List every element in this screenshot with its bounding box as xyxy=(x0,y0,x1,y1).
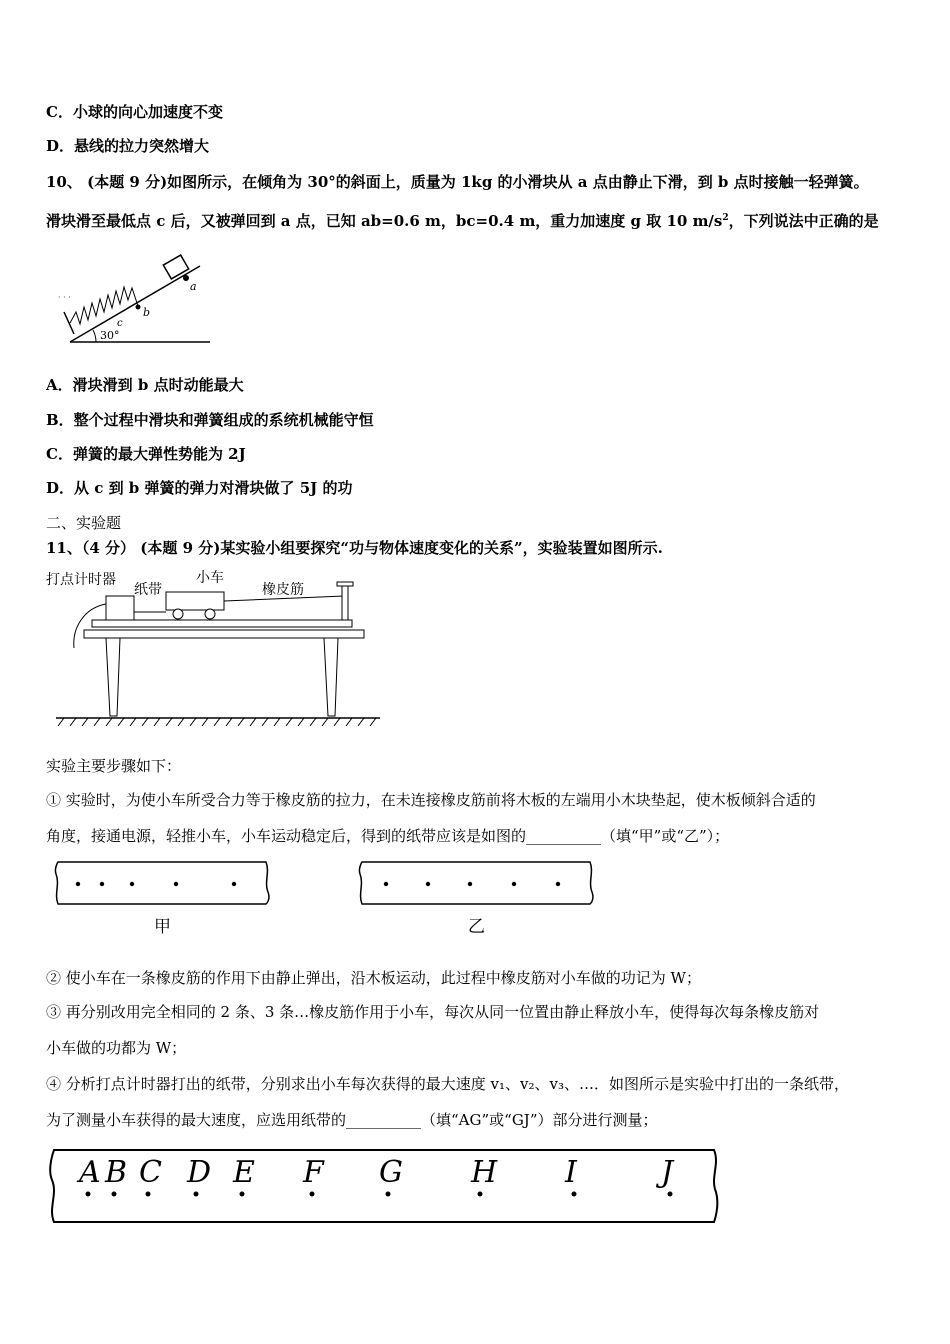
tape-point-label-d: D xyxy=(187,1155,212,1190)
svg-text:· · ·: · · · xyxy=(58,293,71,302)
step4-line2: 为了测量小车获得的最大速度，应选用纸带的__________（填“AG”或“GJ”）部分进行测量； xyxy=(46,1111,658,1129)
q10-option-c: C．弹簧的最大弹性势能为 2J xyxy=(46,445,246,463)
steps-title: 实验主要步骤如下： xyxy=(46,757,182,775)
step3-line2: 小车做的功都为 W； xyxy=(46,1039,187,1057)
label-cart: 小车 xyxy=(196,570,224,586)
tape-point-label-a: A xyxy=(79,1155,101,1190)
step3-line1: ③ 再分别改用完全相同的 2 条、3 条…橡皮筋作用于小车，每次从同一位置由静止释放小车，使得每次每条橡皮筋对 xyxy=(46,1003,820,1021)
tape-point-label-i: I xyxy=(565,1155,577,1190)
label-c: c xyxy=(117,318,123,329)
tape-point-label-f: F xyxy=(303,1155,324,1190)
q10-option-d: D．从 c 到 b 弹簧的弹力对滑块做了 5J 的功 xyxy=(46,479,353,497)
tape-point-dot-e xyxy=(240,1192,245,1197)
section-heading: 二、实验题 xyxy=(46,514,122,532)
tape-point-dot-d xyxy=(194,1192,199,1197)
label-tape: 纸带 xyxy=(134,582,162,598)
tape-point-label-e: E xyxy=(233,1155,255,1190)
tape-yi-label: 乙 xyxy=(468,917,485,937)
q10-option-b: B．整个过程中滑块和弹簧组成的系统机械能守恒 xyxy=(46,411,374,429)
step1-line2: 角度，接通电源，轻推小车，小车运动稳定后，得到的纸带应该是如图的__________（填“甲”或“乙”）； xyxy=(46,827,730,845)
tape-point-label-j: J xyxy=(661,1155,674,1190)
label-timer: 打点计时器 xyxy=(46,572,116,588)
step1-line1: ① 实验时，为使小车所受合力等于橡皮筋的拉力，在未连接橡皮筋前将木板的左端用小木块垫起，使木板倾斜合适的 xyxy=(46,791,816,809)
q10-stem-line1: 10、 (本题 9 分)如图所示，在倾角为 30°的斜面上，质量为 1kg 的小滑块从 a 点由静止下滑，到 b 点时接触一轻弹簧。 xyxy=(46,173,869,191)
tape-jia-figure xyxy=(50,856,276,942)
q9-option-c: C．小球的向心加速度不变 xyxy=(46,103,223,121)
tape-point-label-g: G xyxy=(379,1155,403,1190)
tape-yi-figure xyxy=(354,856,600,942)
apparatus-figure xyxy=(44,568,389,732)
label-b: b xyxy=(143,306,151,319)
label-rubber: 橡皮筋 xyxy=(262,582,304,598)
tape-point-dot-i xyxy=(572,1192,577,1197)
q11-stem: 11、（4 分） (本题 9 分)某实验小组要探究“功与物体速度变化的关系”，实验装置如图所示. xyxy=(46,539,663,557)
tape-point-dot-c xyxy=(146,1192,151,1197)
tape-point-label-h: H xyxy=(471,1155,498,1190)
step4-line1: ④ 分析打点计时器打出的纸带，分别求出小车每次获得的最大速度 v₁、v₂、v₃、…．如图所示是实验中打出的一条纸带， xyxy=(46,1075,850,1093)
label-angle: 30° xyxy=(100,329,120,342)
label-a: a xyxy=(190,280,197,293)
tape-point-dot-f xyxy=(310,1192,315,1197)
step2: ② 使小车在一条橡皮筋的作用下由静止弹出，沿木板运动，此过程中橡皮筋对小车做的功记为 W； xyxy=(46,969,701,987)
tape-jia-label: 甲 xyxy=(154,917,171,937)
tape-aj-figure xyxy=(44,1146,724,1230)
tape-point-dot-h xyxy=(478,1192,483,1197)
tape-point-label-c: C xyxy=(139,1155,162,1190)
q9-option-d: D．悬线的拉力突然增大 xyxy=(46,137,210,155)
tape-point-dot-j xyxy=(668,1192,673,1197)
tape-point-dot-g xyxy=(386,1192,391,1197)
q10-option-a: A．滑块滑到 b 点时动能最大 xyxy=(46,376,244,394)
tape-point-dot-a xyxy=(86,1192,91,1197)
incline-spring-figure xyxy=(50,246,220,354)
tape-point-dot-b xyxy=(112,1192,117,1197)
tape-point-label-b: B xyxy=(105,1155,128,1190)
q10-stem-line2: 滑块滑至最低点 c 后，又被弹回到 a 点，已知 ab=0.6 m，bc=0.4 m，重力加速度 g 取 10 $m/s^2$，下列说法中正确的是 xyxy=(46,212,879,230)
